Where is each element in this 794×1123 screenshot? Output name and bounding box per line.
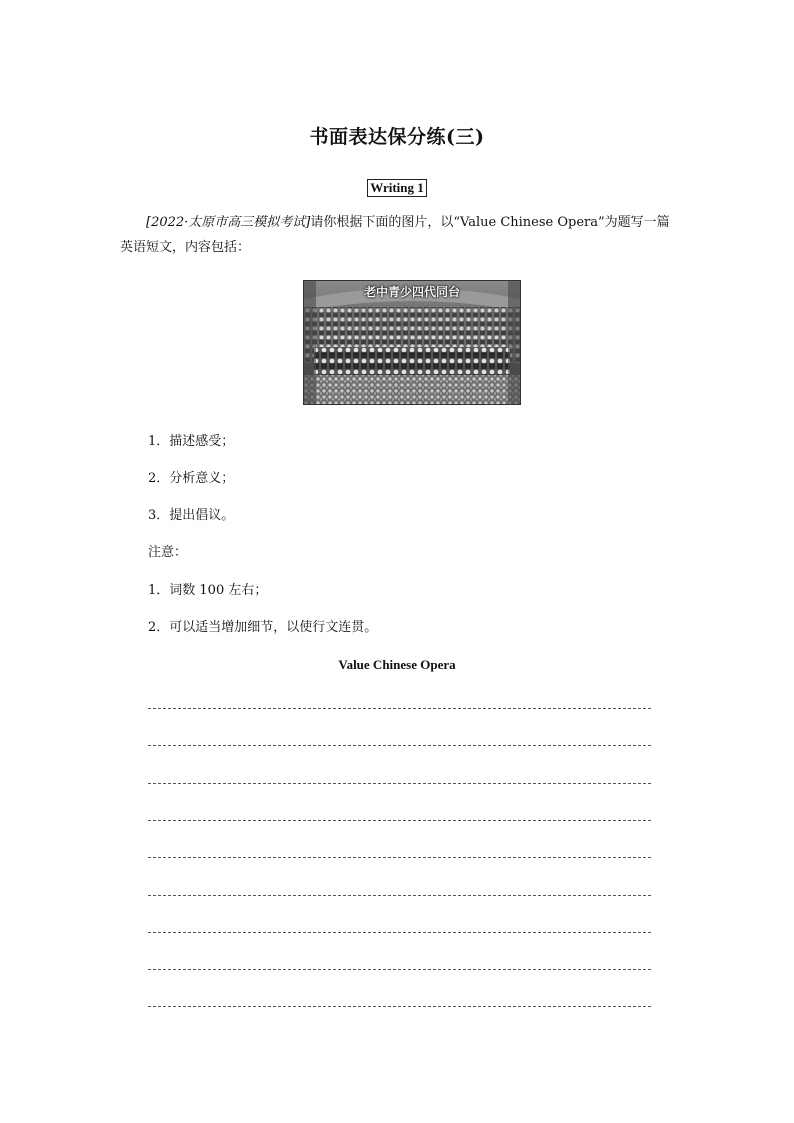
essay-title: Value Chinese Opera (338, 657, 456, 672)
writing-line (148, 708, 651, 709)
writing-line (148, 745, 651, 746)
content-item: 2．分析意义； (148, 471, 235, 486)
writing-line (148, 783, 651, 784)
writing-line (148, 857, 651, 858)
writing-line (148, 932, 651, 933)
content-item: 1．描述感受； (148, 434, 235, 449)
photo-caption: 老中青少四代同台 (363, 285, 460, 299)
section-label-text: Writing 1 (367, 179, 427, 197)
note-item: 2．可以适当增加细节，以使行文连贯。 (148, 620, 378, 635)
prompt-source: [2022·太原市高三模拟考试] (146, 215, 311, 230)
writing-line (148, 895, 651, 896)
writing-line (148, 1006, 651, 1007)
section-label (0, 177, 794, 197)
opera-photo (303, 280, 521, 405)
writing-line (148, 820, 651, 821)
prompt-paragraph (120, 210, 680, 260)
notes-label: 注意： (148, 545, 188, 560)
content-item: 3．提出倡议。 (148, 508, 235, 523)
prompt-text: 请你根据下面的图片，以“Value Chinese Opera”为题写一篇英语短文，内容包括： (120, 215, 670, 255)
note-item: 1．词数 100 左右； (148, 583, 268, 598)
page-title: 书面表达保分练(三) (309, 126, 485, 148)
writing-line (148, 969, 651, 970)
